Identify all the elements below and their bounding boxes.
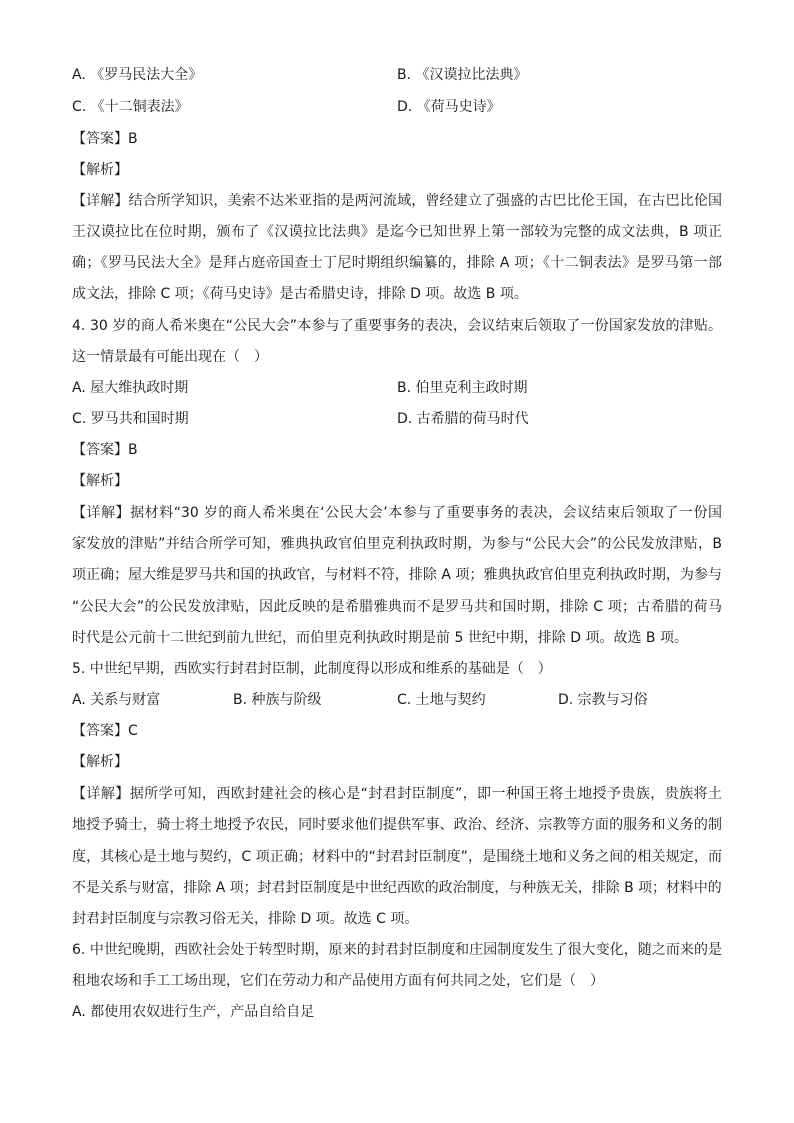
q4-option-c: C. 罗马共和国时期 xyxy=(72,411,189,427)
q5-detail-line: 封君封臣制度与宗教习俗无关，排除 D 项。故选 C 项。 xyxy=(72,911,419,927)
q6-stem-line: 6. 中世纪晚期，西欧社会处于转型时期，原来的封君封臣制度和庄园制度发生了很大变化，随之而来的是 xyxy=(72,942,722,958)
q5-detail-line: 不是关系与财富，排除 A 项；封君封臣制度是中世纪西欧的政治制度，与种族无关，排除 B 项；材料中的 xyxy=(72,880,722,896)
q4-option-d: D. 古希腊的荷马时代 xyxy=(397,411,529,427)
q4-detail-line: “公民大会”的公民发放津贴，因此反映的是希腊雅典而不是罗马共和国时期，排除 C 项；古希腊的荷马 xyxy=(72,599,722,615)
q5-detail-line: 【详解】据所学可知，西欧封建社会的核心是“封君封臣制度”，即一种国王将土地授予贵族，贵族将土 xyxy=(72,786,722,802)
q5-analysis-label: 【解析】 xyxy=(72,754,128,770)
q6-option-a: A. 都使用农奴进行生产，产品自给自足 xyxy=(72,1004,315,1020)
q5-detail-line: 度，其核心是土地与契约，C 项正确；材料中的“封君封臣制度”，是围绕土地和义务之间的相关规定，而 xyxy=(72,849,722,865)
q4-detail-line: 时代是公元前十二世纪到前九世纪，而伯里克利执政时期是前 5 世纪中期，排除 D 项。故选 B 项。 xyxy=(72,630,688,646)
q4-answer: 【答案】B xyxy=(72,442,138,458)
q3-option-c: C. 《十二铜表法》 xyxy=(72,99,189,115)
q4-option-a: A. 屋大维执政时期 xyxy=(72,380,189,396)
q5-detail-line: 地授予骑士，骑士将土地授予农民，同时要求他们提供军事、政治、经济、宗教等方面的服务和义务的制 xyxy=(72,817,722,833)
q5-stem: 5. 中世纪早期，西欧实行封君封臣制，此制度得以形成和维系的基础是（ ） xyxy=(72,661,552,677)
q3-detail-line: 王汉谟拉比在位时期，颁布了《汉谟拉比法典》是迄今已知世界上第一部较为完整的成文法典，B 项正 xyxy=(72,224,722,240)
q4-detail-line: 【详解】据材料“30 岁的商人希米奥在‘公民大会’本参与了重要事务的表决，会议结束后领取了一份国 xyxy=(72,505,722,521)
q3-option-b: B. 《汉谟拉比法典》 xyxy=(397,67,528,83)
q3-detail-line: 确；《罗马民法大全》是拜占庭帝国查士丁尼时期组织编纂的，排除 A 项；《十二铜表法》是罗马第一部 xyxy=(72,255,722,271)
q4-stem-line: 这一情景最有可能出现在（ ） xyxy=(72,349,268,365)
q4-analysis-label: 【解析】 xyxy=(72,473,128,489)
q5-option-c: C. 土地与契约 xyxy=(397,692,486,708)
q3-answer: 【答案】B xyxy=(72,131,138,147)
q3-detail-line: 成文法，排除 C 项；《荷马史诗》是古希腊史诗，排除 D 项。故选 B 项。 xyxy=(72,286,528,302)
q3-detail-line: 【详解】结合所学知识，美索不达米亚指的是两河流域，曾经建立了强盛的古巴比伦王国，在古巴比伦国 xyxy=(72,193,722,209)
q4-option-b: B. 伯里克利主政时期 xyxy=(397,380,528,396)
q4-detail-line: 项正确；屋大维是罗马共和国的执政官，与材料不符，排除 A 项；雅典执政官伯里克利执政时期，为参与 xyxy=(72,567,722,583)
q5-option-d: D. 宗教与习俗 xyxy=(558,692,648,708)
q3-option-d: D. 《荷马史诗》 xyxy=(397,99,501,115)
q3-analysis-label: 【解析】 xyxy=(72,162,128,178)
q5-option-b: B. 种族与阶级 xyxy=(233,692,322,708)
q5-option-a: A. 关系与财富 xyxy=(72,692,161,708)
q6-stem-line: 租地农场和手工工场出现，它们在劳动力和产品使用方面有何共同之处，它们是（ ） xyxy=(72,973,604,989)
q5-answer: 【答案】C xyxy=(72,723,138,739)
q4-stem-line: 4. 30 岁的商人希米奥在“公民大会”本参与了重要事务的表决，会议结束后领取了一份国家发放的津贴。 xyxy=(72,318,722,334)
q4-detail-line: 家发放的津贴”并结合所学可知，雅典执政官伯里克利执政时期，为参与“公民大会”的公民发放津贴，B xyxy=(72,536,722,552)
q3-option-a: A. 《罗马民法大全》 xyxy=(72,67,203,83)
